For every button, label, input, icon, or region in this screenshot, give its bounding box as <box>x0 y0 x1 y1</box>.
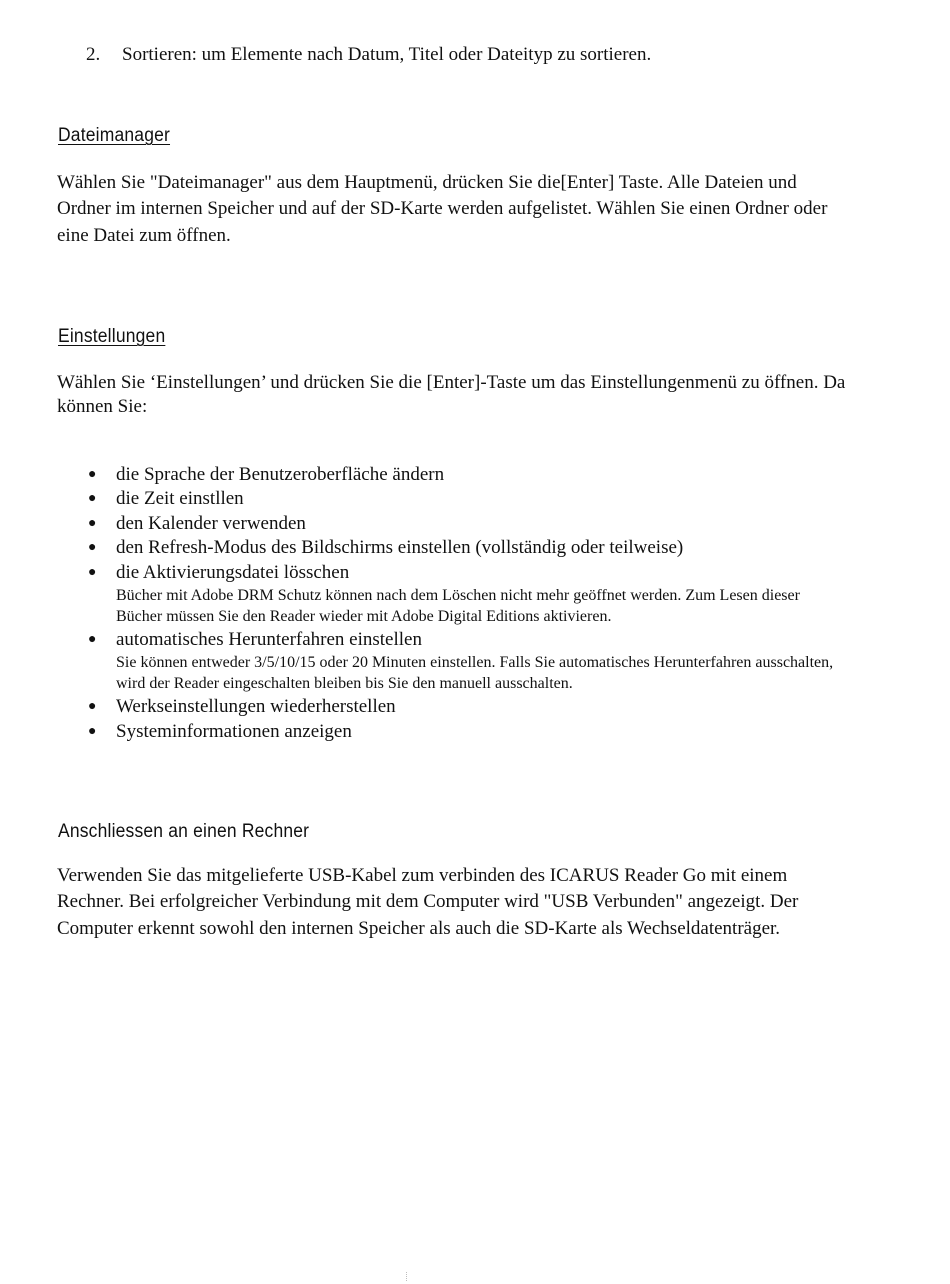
paragraph-einstellungen: Wählen Sie ‘Einstellungen’ und drücken Sie die [Enter]-Taste um das Einstellungenmenü zu öffnen. Da können Sie: <box>57 372 846 417</box>
bullet-subtext: Sie können entweder 3/5/10/15 oder 20 Minuten einstellen. Falls Sie automatisches Herunterfahren ausschalten, wird der Reader eingeschalten bleiben bis Sie den manuell ausschalten. <box>116 654 834 693</box>
list-item <box>86 720 846 744</box>
list-item <box>86 487 846 511</box>
list-item <box>86 695 846 719</box>
bullet-text: automatisches Herunterfahren einstellen <box>116 629 422 651</box>
bullet-text: Systeminformationen anzeigen <box>116 720 352 742</box>
bullet-icon: ● <box>88 467 97 482</box>
heading-dateimanager: Dateimanager <box>58 125 171 146</box>
bullet-icon: ● <box>88 632 97 648</box>
numbered-list-item <box>86 42 651 68</box>
settings-bullet-list <box>86 463 846 744</box>
heading-einstellungen: Einstellungen <box>58 326 166 347</box>
list-item <box>86 561 846 627</box>
bullet-icon: ● <box>88 491 97 507</box>
list-item <box>86 536 846 560</box>
page-footer-mark <box>406 1272 408 1281</box>
bullet-subtext: Bücher mit Adobe DRM Schutz können nach dem Löschen nicht mehr geöffnet werden. Zum Lesen dieser Bücher müssen Sie den Reader wieder mit Adobe Digital Editions aktivieren. <box>116 587 800 626</box>
bullet-icon: ● <box>88 564 97 580</box>
paragraph-rechner: Verwenden Sie das mitgelieferte USB-Kabel zum verbinden des ICARUS Reader Go mit einem Rechner. Bei erfolgreicher Verbindung mit dem Computer wird "USB Verbunden" angezeigt. Der Computer erkennt sowohl den internen Speicher als auch die SD-Karte als Wechseldatenträger. <box>57 865 799 939</box>
bullet-text: den Refresh-Modus des Bildschirms einstellen (vollständig oder teilweise) <box>116 537 684 559</box>
paragraph-dateimanager: Wählen Sie "Dateimanager" aus dem Hauptmenü, drücken Sie die[Enter] Taste. Alle Dateien und Ordner im internen Speicher und auf der SD-Karte werden aufgelistet. Wählen Sie einen Ordner oder eine Datei zum öffnen. <box>57 172 828 246</box>
list-item <box>86 628 846 694</box>
bullet-text: die Zeit einstllen <box>116 488 244 510</box>
list-item <box>86 463 846 487</box>
heading-rechner: Anschliessen an einen Rechner <box>58 821 310 842</box>
list-item-number: 2. <box>86 44 101 65</box>
bullet-icon: ● <box>88 515 97 531</box>
list-item <box>86 512 846 536</box>
bullet-text: den Kalender verwenden <box>116 512 306 534</box>
bullet-text: Werkseinstellungen wiederherstellen <box>116 696 396 718</box>
bullet-icon: ● <box>88 723 97 739</box>
bullet-icon: ● <box>88 540 97 556</box>
bullet-icon: ● <box>88 699 97 715</box>
list-item-text: Sortieren: um Elemente nach Datum, Titel oder Dateityp zu sortieren. <box>122 44 652 65</box>
bullet-text: die Sprache der Benutzeroberfläche ändern <box>116 464 445 485</box>
bullet-text: die Aktivierungsdatei lösschen <box>116 561 350 583</box>
